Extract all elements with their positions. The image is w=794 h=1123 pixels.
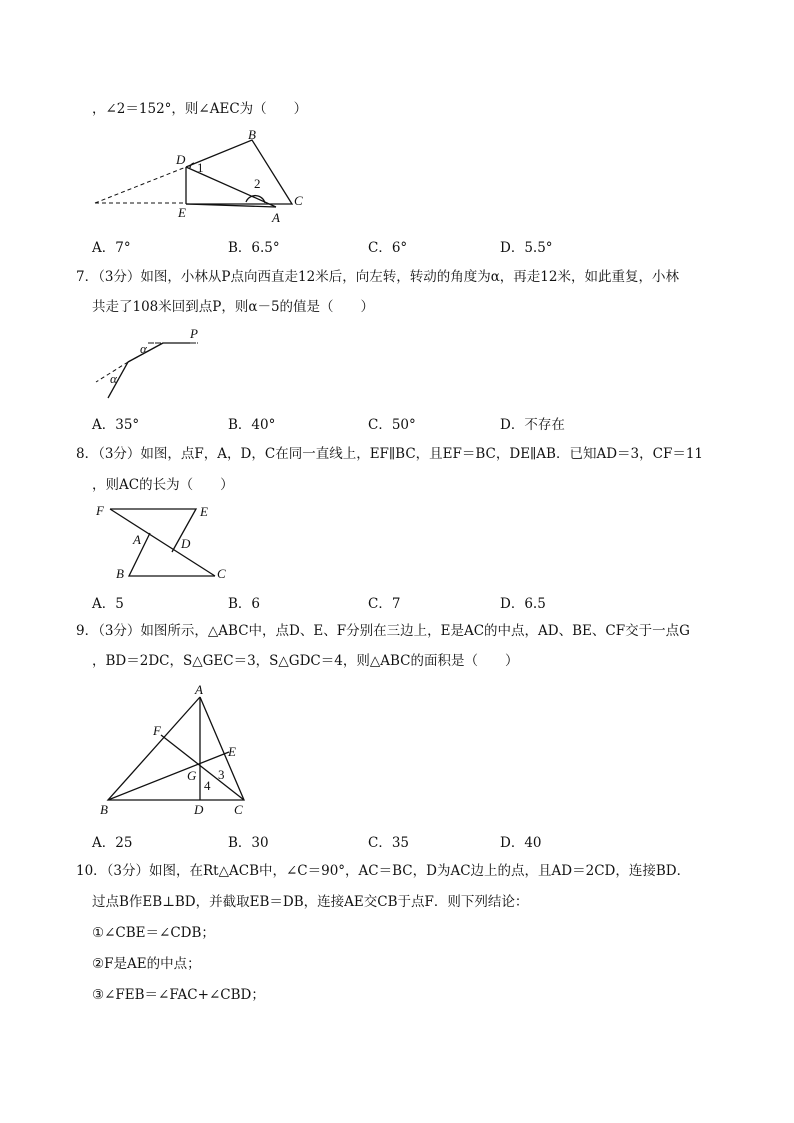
q9-stem-line2: ，BD＝2DC，S△GEC＝3，S△GDC＝4，则△ABC的面积是（ ）: [92, 653, 519, 669]
q8-stem-line1: 8．（3分）如图，点F，A，D，C在同一直线上，EF∥BC，且EF＝BC，DE∥AB．已知AD＝3，CF＝11: [76, 446, 703, 462]
q9-label-A: A: [195, 682, 203, 697]
q9-label-C: C: [234, 802, 243, 817]
q7-stem-line2: 共走了108米回到点P，则α－5的值是（ ）: [92, 299, 375, 315]
q6-label-A: A: [272, 210, 280, 225]
q8-option-d[interactable]: D．6.5: [500, 596, 546, 612]
q6-label-C: C: [294, 193, 303, 208]
q9-label-3: 3: [218, 767, 225, 782]
q8-label-C: C: [217, 566, 226, 581]
q9-label-D: D: [194, 802, 204, 817]
q9-label-4: 4: [204, 778, 211, 793]
q7-label-alpha1: α: [140, 341, 147, 356]
q8-label-B: B: [116, 566, 124, 581]
q10-stem-line1: 10．（3分）如图，在Rt△ACB中，∠C＝90°，AC＝BC，D为AC边上的点，且AD＝2CD，连接BD．: [76, 863, 691, 879]
q9-stem-line1: 9．（3分）如图所示，△ABC中，点D、E、F分别在三边上，E是AC的中点，AD、BE、CF交于一点G: [76, 623, 690, 639]
q9-option-d[interactable]: D．40: [500, 835, 542, 851]
q10-item-2: ②F是AE的中点；: [92, 956, 201, 972]
q10-item-1: ①∠CBE＝∠CDB；: [92, 925, 215, 941]
q7-option-a[interactable]: A．35°: [92, 417, 140, 433]
q9-option-b[interactable]: B．30: [228, 835, 269, 851]
q9-label-B: B: [100, 802, 108, 817]
q7-option-c[interactable]: C．50°: [368, 417, 416, 433]
q7-option-b[interactable]: B．40°: [228, 417, 276, 433]
q9-option-a[interactable]: A．25: [92, 835, 133, 851]
q8-label-F: F: [96, 503, 104, 518]
q9-label-F: F: [153, 723, 161, 738]
q9-label-G: G: [187, 768, 197, 783]
q6-option-b[interactable]: B．6.5°: [228, 240, 280, 256]
q8-stem-line2: ，则AC的长为（ ）: [92, 477, 234, 493]
q6-label-2: 2: [254, 176, 261, 191]
q8-label-E: E: [200, 504, 208, 519]
q8-option-b[interactable]: B．6: [228, 596, 261, 612]
q6-option-a[interactable]: A．7°: [92, 240, 131, 256]
q7-stem-line1: 7．（3分）如图，小林从P点向西直走12米后，向左转，转动的角度为α，再走12米，如此重复，小林: [76, 269, 679, 285]
q6-label-B: B: [248, 127, 256, 142]
q9-label-E: E: [228, 744, 236, 759]
q7-label-P: P: [190, 326, 198, 341]
q6-stem-tail: ，∠2＝152°，则∠AEC为（ ）: [92, 101, 308, 117]
q8-option-a[interactable]: A．5: [92, 596, 124, 612]
q6-label-D: D: [176, 152, 186, 167]
q6-label-E: E: [178, 205, 186, 220]
q10-item-3: ③∠FEB＝∠FAC+∠CBD；: [92, 987, 265, 1003]
q6-label-1: 1: [197, 160, 204, 175]
q6-option-c[interactable]: C．6°: [368, 240, 408, 256]
q6-option-d[interactable]: D．5.5°: [500, 240, 553, 256]
q8-label-D: D: [181, 536, 191, 551]
q7-label-alpha2: α: [110, 371, 117, 386]
q10-stem-line2: 过点B作EB⊥BD，并截取EB＝DB，连接AE交CB于点F．则下列结论：: [92, 894, 529, 910]
q8-label-A: A: [133, 532, 141, 547]
q8-option-c[interactable]: C．7: [368, 596, 401, 612]
q7-option-d[interactable]: D．不存在: [500, 417, 565, 433]
q9-option-c[interactable]: C．35: [368, 835, 410, 851]
